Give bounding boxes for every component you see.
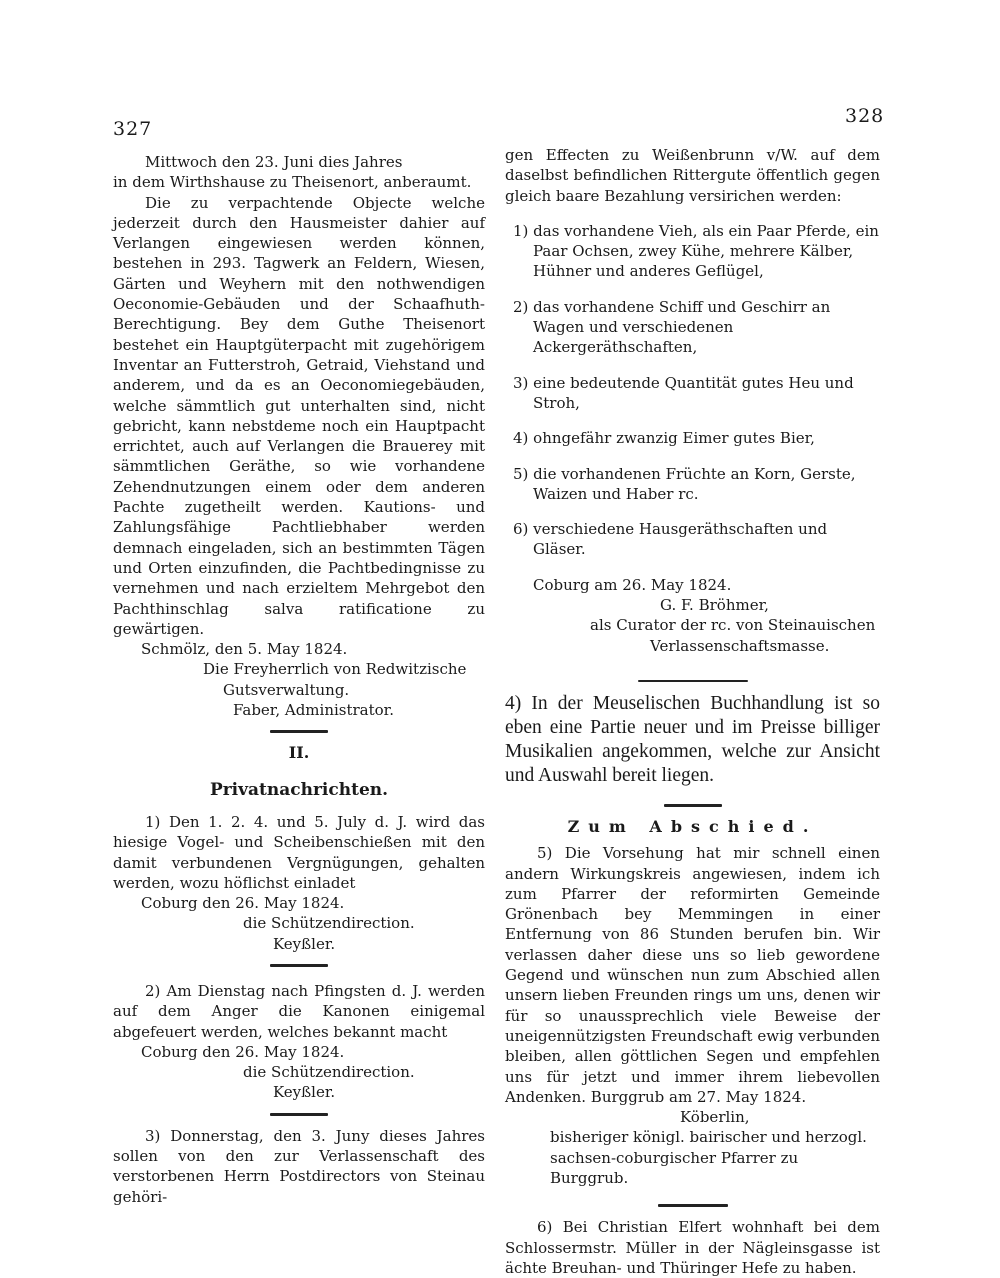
page-number-left: 327 [113, 118, 153, 140]
section-title: Privatnachrichten. [209, 779, 389, 800]
list-item: 4) ohngefähr zwanzig Eimer gutes Bier, [513, 429, 815, 448]
item-1-place-date: Coburg den 26. May 1824. [141, 894, 345, 913]
list-item: 5) die vorhandenen Früchte an Korn, Gerste, Waizen und Haber rc. [513, 464, 856, 503]
separator-rule [270, 964, 328, 967]
item-5-signature-1: Köberlin, [680, 1108, 750, 1127]
item-5-signature-3: sachsen-coburgischer Pfarrer zu Burggrub. [550, 1148, 799, 1187]
item-3-place-date: Coburg am 26. May 1824. [533, 575, 732, 594]
separator-rule [664, 804, 722, 807]
item-1-signature-1: die Schützendirection. [243, 914, 415, 933]
item-6-body: 6) Bei Christian Elfert wohnhaft bei dem Schlossermstr. Müller in der Nägleinsgasse ist ächte Breuhan- und Thüringer Hefe zu haben. [505, 1218, 880, 1277]
separator-rule [638, 680, 748, 682]
item-5-heading: Zum Abschied. [567, 816, 818, 836]
notice-signature-2: Gutsverwaltung. [223, 680, 350, 699]
left-column [113, 152, 485, 1207]
item-5-body: 5) Die Vorsehung hat mir schnell einen andern Wirkungskreis angewiesen, indem ich zum Pfarrer der reformirten Gemeinde Grönenbach bey Memmingen in einer Entfernung von 86 Stunden berufen bin. Wir verlassen daher diese uns so lieb gewordene Gegend und wünschen nun zum Abschied allen unsern lieben Freunden rings um uns, denen wir für so unaussprechlich viele Beweise der uneigennützigsten Freundschaft ewig verbunden bleiben, allen göttlichen Segen und empfehlen uns für jetzt und immer ihrem liebevollen Andenken. Burggrub am 27. May 1824. [505, 844, 880, 1106]
item-3-body: 3) Donnerstag, den 3. Juny dieses Jahres sollen von den zur Verlassenschaft des verstorbenen Herrn Postdirectors von Steinau gehöri- [113, 1126, 485, 1206]
separator-rule [658, 1204, 728, 1207]
notice-date-line: Mittwoch den 23. Juni dies Jahres [145, 153, 403, 171]
item-3-signature-3: Verlassenschaftsmasse. [650, 636, 830, 655]
separator-rule [270, 1113, 328, 1116]
section-number: II. [288, 743, 310, 763]
item-5-signature-2: bisheriger königl. bairischer und herzogl. [550, 1128, 867, 1147]
item-1-body: 1) Den 1. 2. 4. und 5. July d. J. wird das hiesige Vogel- und Scheibenschießen mit den damit verbundenen Vergnügungen, gehalten werden, wozu höflichst einladet [113, 812, 485, 892]
item-2-signature-2: Keyßler. [273, 1083, 336, 1102]
right-column [505, 145, 880, 1278]
notice-signature-1: Die Freyherrlich von Redwitzische [203, 660, 467, 679]
list-item: 2) das vorhandene Schiff und Geschirr an Wagen und verschiedenen Ackergeräthschaften, [513, 297, 831, 357]
notice-place-line: in dem Wirthshause zu Theisenort, anberaumt. [113, 173, 472, 192]
item-2-place-date: Coburg den 26. May 1824. [141, 1042, 345, 1061]
list-item: 1) das vorhandene Vieh, als ein Paar Pferde, ein Paar Ochsen, zwey Kühe, mehrere Kälber, Hühner und anderes Geflügel, [513, 221, 879, 281]
notice-signature-3: Faber, Administrator. [233, 701, 394, 720]
item-2-body: 2) Am Dienstag nach Pfingsten d. J. werden auf dem Anger die Kanonen einigemal abgefeuert werden, welches bekannt macht [113, 981, 485, 1041]
separator-rule [270, 730, 328, 733]
page-number-right: 328 [845, 105, 885, 127]
notice-body: Die zu verpachtende Objecte welche jederzeit durch den Hausmeister dahier auf Verlangen eingewiesen werden können, bestehen in 293. Tagwerk an Feldern, Wiesen, Gärten und Weyhern mit den nothwendigen Oeconomie-Gebäuden und der Schaafhuth-Berechtigung. Bey dem Guthe Theisenort bestehet ein Hauptgüterpacht mit zugehörigem Inventar an Futterstroh, Getraid, Viehstand und anderem, und da es an Oeconomiegebäuden, welche sämmtlich gut unterhalten sind, nicht gebricht, kann nebstdeme noch ein Hauptpacht errichtet, auch auf Verlangen die Brauerey mit sämmtlichen Geräthe, so wie vorhandene Zehendnutzungen einem oder dem anderen Pachte zugetheilt werden. Kautions- und Zahlungsfähige Pachtliebhaber werden demnach eingeladen, sich an bestimmten Tägen und Orten einzufinden, die Pachtbedingnisse zu vernehmen und nach erzieltem Mehrgebot den Pachthinschlag salva ratificatione zu gewärtigen. [113, 193, 485, 638]
item-3-signature-2: als Curator der rc. von Steinauischen [590, 616, 876, 635]
item-4-body: 4) In der Meuselischen Buchhandlung ist so eben eine Partie neuer und im Preisse billiger Musikalien angekommen, welche zur Ansicht und Auswahl bereit liegen. [505, 692, 880, 786]
item-3-continued-body: gen Effecten zu Weißenbrunn v/W. auf dem daselbst befindlichen Rittergute öffentlich gegen gleich baare Bezahlung versirichen werden: [505, 146, 880, 205]
item-2-signature-1: die Schützendirection. [243, 1063, 415, 1082]
list-item: 3) eine bedeutende Quantität gutes Heu und Stroh, [513, 373, 854, 412]
notice-place-date: Schmölz, den 5. May 1824. [141, 640, 348, 659]
list-item: 6) verschiedene Hausgeräthschaften und Gläser. [513, 520, 828, 559]
item-3-signature-1: G. F. Bröhmer, [660, 596, 769, 615]
item-1-signature-2: Keyßler. [273, 934, 336, 953]
